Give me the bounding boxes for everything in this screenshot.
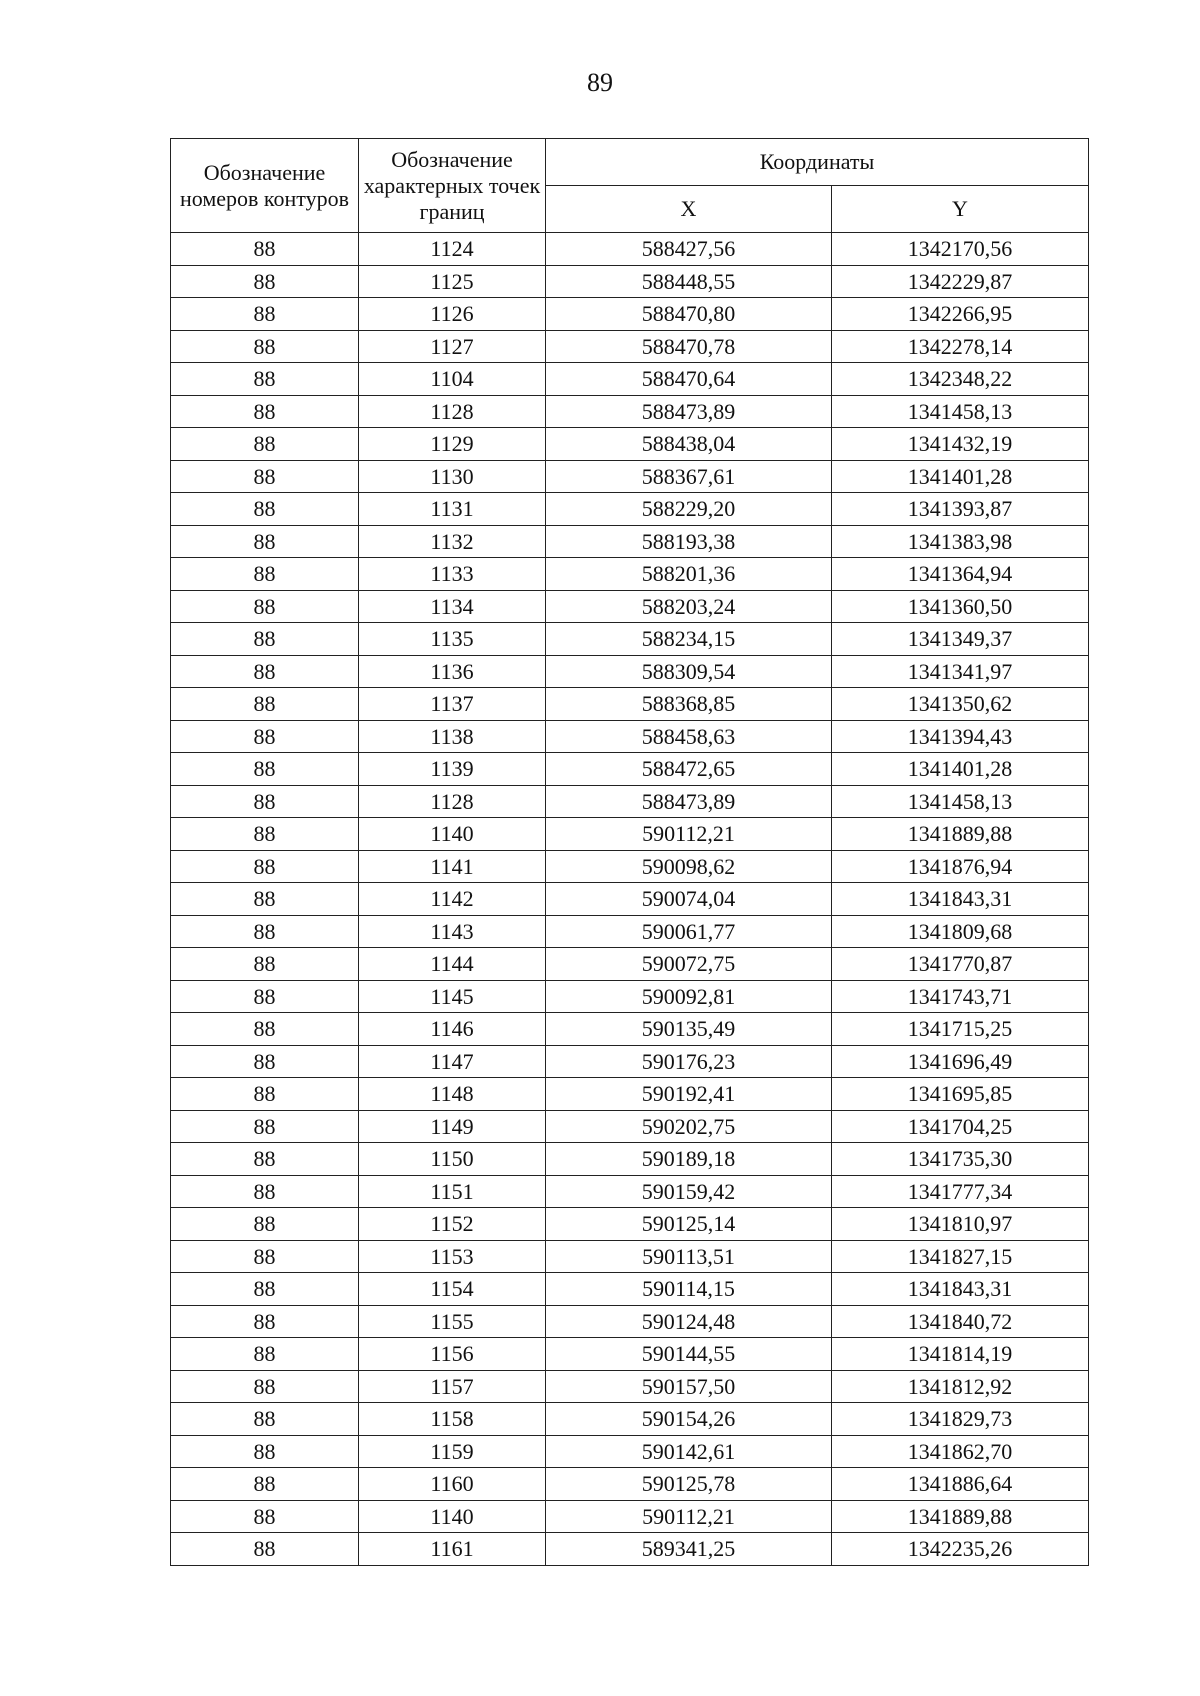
cell-x: 590112,21 <box>546 1500 832 1533</box>
cell-x: 588368,85 <box>546 688 832 721</box>
table-row <box>171 1143 1089 1176</box>
cell-point: 1131 <box>359 493 546 526</box>
table-row <box>171 298 1089 331</box>
cell-y: 1341349,37 <box>832 623 1089 656</box>
table-row <box>171 395 1089 428</box>
cell-point: 1141 <box>359 850 546 883</box>
table-row <box>171 558 1089 591</box>
cell-x: 590113,51 <box>546 1240 832 1273</box>
header-contour: Обозначение номеров контуров <box>171 139 359 233</box>
cell-x: 590144,55 <box>546 1338 832 1371</box>
cell-point: 1153 <box>359 1240 546 1273</box>
cell-y: 1341809,68 <box>832 915 1089 948</box>
table-row <box>171 1208 1089 1241</box>
cell-y: 1341886,64 <box>832 1468 1089 1501</box>
cell-point: 1129 <box>359 428 546 461</box>
cell-contour: 88 <box>171 915 359 948</box>
cell-contour: 88 <box>171 980 359 1013</box>
cell-x: 590192,41 <box>546 1078 832 1111</box>
table-row <box>171 1013 1089 1046</box>
cell-x: 590061,77 <box>546 915 832 948</box>
cell-contour: 88 <box>171 1305 359 1338</box>
cell-point: 1124 <box>359 233 546 266</box>
cell-x: 588234,15 <box>546 623 832 656</box>
cell-x: 590135,49 <box>546 1013 832 1046</box>
cell-point: 1154 <box>359 1273 546 1306</box>
cell-y: 1342235,26 <box>832 1533 1089 1566</box>
table-row <box>171 363 1089 396</box>
cell-x: 590157,50 <box>546 1370 832 1403</box>
table-row <box>171 265 1089 298</box>
cell-point: 1127 <box>359 330 546 363</box>
cell-contour: 88 <box>171 460 359 493</box>
cell-x: 590202,75 <box>546 1110 832 1143</box>
cell-point: 1130 <box>359 460 546 493</box>
cell-point: 1158 <box>359 1403 546 1436</box>
cell-y: 1341889,88 <box>832 818 1089 851</box>
cell-point: 1135 <box>359 623 546 656</box>
cell-x: 588472,65 <box>546 753 832 786</box>
table-row <box>171 1305 1089 1338</box>
cell-point: 1134 <box>359 590 546 623</box>
cell-x: 588427,56 <box>546 233 832 266</box>
cell-point: 1139 <box>359 753 546 786</box>
table-row <box>171 785 1089 818</box>
cell-y: 1341341,97 <box>832 655 1089 688</box>
table-row <box>171 688 1089 721</box>
cell-x: 590125,78 <box>546 1468 832 1501</box>
cell-y: 1341715,25 <box>832 1013 1089 1046</box>
cell-y: 1341383,98 <box>832 525 1089 558</box>
cell-y: 1342229,87 <box>832 265 1089 298</box>
cell-y: 1341876,94 <box>832 850 1089 883</box>
cell-contour: 88 <box>171 558 359 591</box>
cell-y: 1342170,56 <box>832 233 1089 266</box>
cell-contour: 88 <box>171 818 359 851</box>
cell-point: 1145 <box>359 980 546 1013</box>
table-row <box>171 1078 1089 1111</box>
cell-y: 1341401,28 <box>832 460 1089 493</box>
table-row <box>171 330 1089 363</box>
cell-x: 588458,63 <box>546 720 832 753</box>
table-row <box>171 1500 1089 1533</box>
cell-contour: 88 <box>171 233 359 266</box>
table-row <box>171 233 1089 266</box>
cell-contour: 88 <box>171 1208 359 1241</box>
cell-contour: 88 <box>171 1403 359 1436</box>
header-x: X <box>546 186 832 233</box>
cell-point: 1161 <box>359 1533 546 1566</box>
cell-contour: 88 <box>171 688 359 721</box>
cell-point: 1151 <box>359 1175 546 1208</box>
cell-contour: 88 <box>171 1533 359 1566</box>
cell-y: 1342266,95 <box>832 298 1089 331</box>
cell-y: 1341696,49 <box>832 1045 1089 1078</box>
cell-x: 590159,42 <box>546 1175 832 1208</box>
cell-x: 590124,48 <box>546 1305 832 1338</box>
table-row <box>171 753 1089 786</box>
cell-contour: 88 <box>171 1240 359 1273</box>
cell-x: 590112,21 <box>546 818 832 851</box>
cell-contour: 88 <box>171 1110 359 1143</box>
cell-point: 1155 <box>359 1305 546 1338</box>
cell-contour: 88 <box>171 850 359 883</box>
cell-point: 1148 <box>359 1078 546 1111</box>
cell-x: 589341,25 <box>546 1533 832 1566</box>
cell-contour: 88 <box>171 395 359 428</box>
cell-x: 588229,20 <box>546 493 832 526</box>
cell-point: 1160 <box>359 1468 546 1501</box>
cell-contour: 88 <box>171 1045 359 1078</box>
cell-point: 1128 <box>359 395 546 428</box>
cell-x: 588438,04 <box>546 428 832 461</box>
cell-y: 1341812,92 <box>832 1370 1089 1403</box>
cell-contour: 88 <box>171 1175 359 1208</box>
cell-point: 1140 <box>359 1500 546 1533</box>
cell-contour: 88 <box>171 298 359 331</box>
cell-point: 1133 <box>359 558 546 591</box>
table-row <box>171 1468 1089 1501</box>
cell-y: 1341364,94 <box>832 558 1089 591</box>
table-row <box>171 493 1089 526</box>
cell-contour: 88 <box>171 785 359 818</box>
cell-y: 1341862,70 <box>832 1435 1089 1468</box>
cell-y: 1341814,19 <box>832 1338 1089 1371</box>
cell-x: 588470,78 <box>546 330 832 363</box>
cell-contour: 88 <box>171 1078 359 1111</box>
header-point: Обозначение характерных точек границ <box>359 139 546 233</box>
cell-contour: 88 <box>171 1273 359 1306</box>
cell-point: 1147 <box>359 1045 546 1078</box>
page-number: 89 <box>587 68 613 97</box>
cell-y: 1341704,25 <box>832 1110 1089 1143</box>
cell-contour: 88 <box>171 330 359 363</box>
cell-x: 590189,18 <box>546 1143 832 1176</box>
table-row <box>171 915 1089 948</box>
table-row <box>171 883 1089 916</box>
cell-x: 588193,38 <box>546 525 832 558</box>
cell-point: 1146 <box>359 1013 546 1046</box>
header-coordinates: Координаты <box>546 139 1089 186</box>
table-row <box>171 590 1089 623</box>
cell-contour: 88 <box>171 428 359 461</box>
cell-x: 588367,61 <box>546 460 832 493</box>
cell-y: 1341889,88 <box>832 1500 1089 1533</box>
cell-x: 588309,54 <box>546 655 832 688</box>
cell-contour: 88 <box>171 623 359 656</box>
cell-y: 1341810,97 <box>832 1208 1089 1241</box>
cell-x: 590072,75 <box>546 948 832 981</box>
cell-contour: 88 <box>171 883 359 916</box>
table-row <box>171 655 1089 688</box>
cell-contour: 88 <box>171 1370 359 1403</box>
cell-y: 1342278,14 <box>832 330 1089 363</box>
cell-y: 1341350,62 <box>832 688 1089 721</box>
table-body <box>171 233 1089 1566</box>
table-row <box>171 948 1089 981</box>
cell-x: 590154,26 <box>546 1403 832 1436</box>
cell-y: 1341843,31 <box>832 883 1089 916</box>
table-row <box>171 460 1089 493</box>
cell-point: 1157 <box>359 1370 546 1403</box>
cell-x: 588470,64 <box>546 363 832 396</box>
cell-x: 588473,89 <box>546 785 832 818</box>
cell-y: 1341777,34 <box>832 1175 1089 1208</box>
cell-contour: 88 <box>171 493 359 526</box>
cell-point: 1144 <box>359 948 546 981</box>
table-row <box>171 1273 1089 1306</box>
coordinates-table <box>170 138 1089 1566</box>
cell-point: 1140 <box>359 818 546 851</box>
table-row <box>171 1240 1089 1273</box>
cell-contour: 88 <box>171 1013 359 1046</box>
table-row <box>171 1370 1089 1403</box>
cell-point: 1126 <box>359 298 546 331</box>
table-header <box>171 139 1089 233</box>
cell-point: 1156 <box>359 1338 546 1371</box>
cell-x: 590098,62 <box>546 850 832 883</box>
cell-contour: 88 <box>171 525 359 558</box>
header-y: Y <box>832 186 1089 233</box>
cell-contour: 88 <box>171 363 359 396</box>
cell-y: 1341735,30 <box>832 1143 1089 1176</box>
cell-contour: 88 <box>171 1435 359 1468</box>
cell-y: 1341829,73 <box>832 1403 1089 1436</box>
cell-contour: 88 <box>171 1338 359 1371</box>
cell-y: 1341360,50 <box>832 590 1089 623</box>
table-row <box>171 980 1089 1013</box>
table-row <box>171 818 1089 851</box>
table-row <box>171 1045 1089 1078</box>
cell-contour: 88 <box>171 948 359 981</box>
cell-x: 590074,04 <box>546 883 832 916</box>
cell-point: 1128 <box>359 785 546 818</box>
table-row <box>171 623 1089 656</box>
cell-point: 1152 <box>359 1208 546 1241</box>
table-row <box>171 1338 1089 1371</box>
cell-y: 1342348,22 <box>832 363 1089 396</box>
table-row <box>171 720 1089 753</box>
table-row <box>171 525 1089 558</box>
cell-x: 588203,24 <box>546 590 832 623</box>
cell-y: 1341827,15 <box>832 1240 1089 1273</box>
cell-y: 1341840,72 <box>832 1305 1089 1338</box>
table-row <box>171 428 1089 461</box>
cell-contour: 88 <box>171 753 359 786</box>
cell-y: 1341394,43 <box>832 720 1089 753</box>
cell-point: 1150 <box>359 1143 546 1176</box>
cell-contour: 88 <box>171 1468 359 1501</box>
cell-point: 1159 <box>359 1435 546 1468</box>
cell-y: 1341401,28 <box>832 753 1089 786</box>
cell-contour: 88 <box>171 655 359 688</box>
cell-contour: 88 <box>171 590 359 623</box>
cell-point: 1143 <box>359 915 546 948</box>
cell-point: 1137 <box>359 688 546 721</box>
cell-y: 1341695,85 <box>832 1078 1089 1111</box>
cell-x: 588201,36 <box>546 558 832 591</box>
cell-y: 1341843,31 <box>832 1273 1089 1306</box>
cell-y: 1341393,87 <box>832 493 1089 526</box>
cell-y: 1341458,13 <box>832 785 1089 818</box>
table-row <box>171 1403 1089 1436</box>
cell-point: 1136 <box>359 655 546 688</box>
cell-point: 1125 <box>359 265 546 298</box>
table-row <box>171 1533 1089 1566</box>
cell-point: 1138 <box>359 720 546 753</box>
cell-x: 590142,61 <box>546 1435 832 1468</box>
table-row <box>171 1110 1089 1143</box>
table-row <box>171 1175 1089 1208</box>
cell-contour: 88 <box>171 720 359 753</box>
cell-contour: 88 <box>171 1143 359 1176</box>
table-row <box>171 1435 1089 1468</box>
cell-point: 1149 <box>359 1110 546 1143</box>
cell-x: 590125,14 <box>546 1208 832 1241</box>
table-row <box>171 850 1089 883</box>
cell-x: 590092,81 <box>546 980 832 1013</box>
cell-y: 1341743,71 <box>832 980 1089 1013</box>
cell-x: 590114,15 <box>546 1273 832 1306</box>
cell-y: 1341458,13 <box>832 395 1089 428</box>
cell-point: 1132 <box>359 525 546 558</box>
cell-x: 588473,89 <box>546 395 832 428</box>
cell-y: 1341432,19 <box>832 428 1089 461</box>
cell-point: 1142 <box>359 883 546 916</box>
cell-point: 1104 <box>359 363 546 396</box>
cell-x: 588448,55 <box>546 265 832 298</box>
cell-y: 1341770,87 <box>832 948 1089 981</box>
cell-contour: 88 <box>171 265 359 298</box>
cell-x: 590176,23 <box>546 1045 832 1078</box>
cell-x: 588470,80 <box>546 298 832 331</box>
cell-contour: 88 <box>171 1500 359 1533</box>
